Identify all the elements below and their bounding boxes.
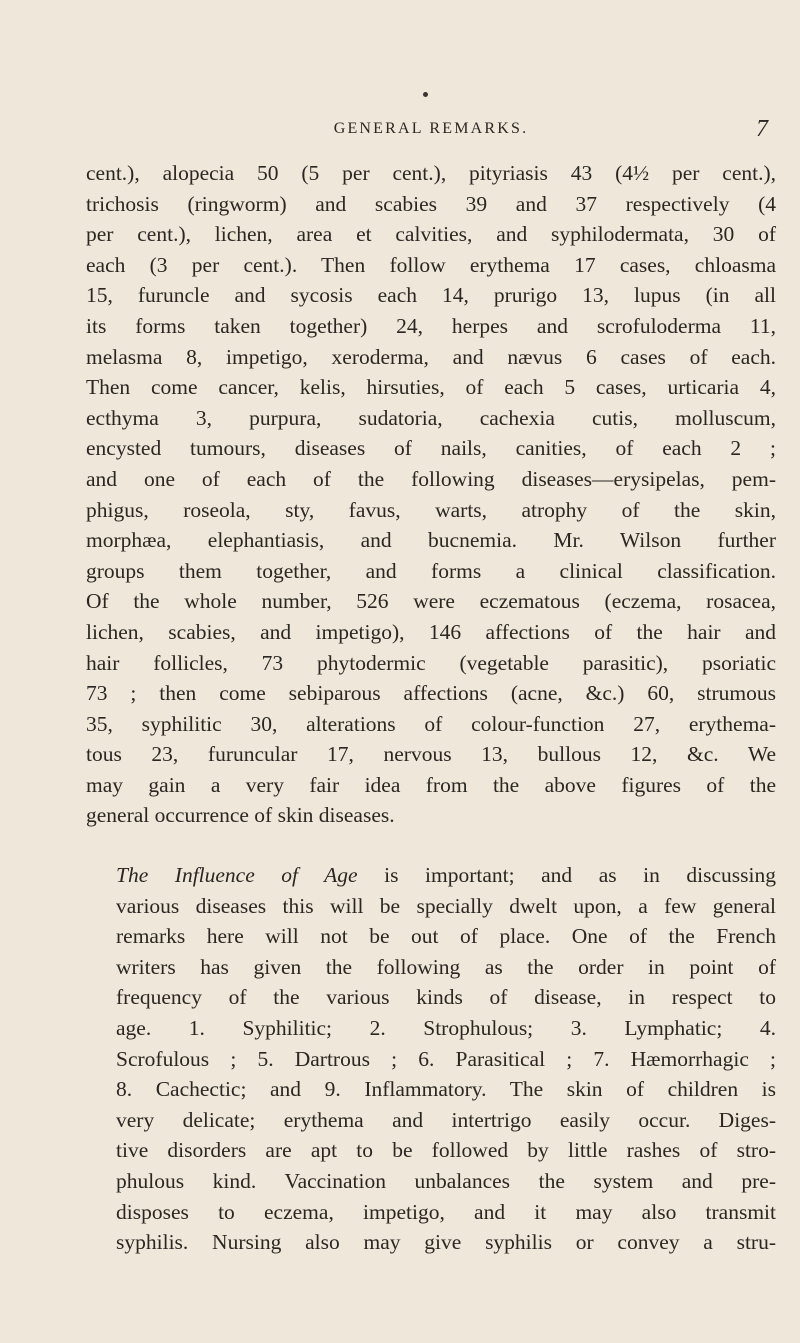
- text-line: phulous kind. Vaccination unbalances the system and pre-: [116, 1169, 776, 1193]
- body-text: [86, 158, 776, 1258]
- text-line: hair follicles, 73 phytodermic (vegetable parasitic), psoriatic: [86, 650, 776, 675]
- text-line: 73 ; then come sebiparous affections (acne, &c.) 60, strumous: [86, 681, 776, 706]
- first-line-rest: is important; and as in discussing: [357, 863, 776, 888]
- text-line: disposes to eczema, impetigo, and it may also transmit: [116, 1199, 776, 1224]
- text-line: ecthyma 3, purpura, sudatoria, cachexia cutis, molluscum,: [86, 405, 776, 430]
- text-line: 8. Cachectic; and 9. Inflammatory. The skin of children is: [116, 1077, 776, 1102]
- text-line: remarks here will not be out of place. One of the French: [116, 924, 776, 949]
- paragraph-influence-of-age: [86, 860, 776, 1258]
- text-line: 35, syphilitic 30, alterations of colour-function 27, erythema-: [86, 711, 776, 736]
- text-line: melasma 8, impetigo, xeroderma, and nævus 6 cases of each.: [86, 344, 776, 369]
- text-line: 15, furuncle and sycosis each 14, prurigo 13, lupus (in all: [86, 283, 776, 308]
- text-line: groups them together, and forms a clinical classification.: [86, 558, 776, 583]
- text-line: its forms taken together) 24, herpes and scrofuloderma 11,: [86, 313, 776, 338]
- text-line: each (3 per cent.). Then follow erythema 17 cases, chloasma: [86, 252, 776, 277]
- text-line: Scrofulous ; 5. Dartrous ; 6. Parasitical ; 7. Hæmorrhagic ;: [116, 1046, 776, 1071]
- text-line: tive disorders are apt to be followed by little rashes of stro-: [116, 1138, 776, 1163]
- text-line: frequency of the various kinds of disease, in respect to: [116, 985, 776, 1010]
- page-number: 7: [756, 116, 768, 142]
- text-line: tous 23, furuncular 17, nervous 13, bullous 12, &c. We: [86, 742, 776, 767]
- section-lead: The Influence of Age: [116, 863, 358, 888]
- text-line: age. 1. Syphilitic; 2. Strophulous; 3. Lymphatic; 4.: [116, 1016, 776, 1041]
- text-line: Then come cancer, kelis, hirsuties, of each 5 cases, urticaria 4,: [86, 375, 776, 400]
- text-line: phigus, roseola, sty, favus, warts, atrophy of the skin,: [86, 497, 776, 522]
- paragraph-statistics: [86, 158, 776, 831]
- running-head: [86, 114, 776, 144]
- print-speck: [423, 92, 428, 97]
- text-line: encysted tumours, diseases of nails, canities, of each 2 ;: [86, 436, 776, 461]
- text-line-first: [86, 860, 776, 891]
- text-line: and one of each of the following diseases—erysipelas, pem-: [86, 466, 776, 491]
- text-line: lichen, scabies, and impetigo), 146 affections of the hair and: [86, 619, 776, 644]
- text-line: Of the whole number, 526 were eczematous (eczema, rosacea,: [86, 589, 776, 614]
- text-line: general occurrence of skin diseases.: [86, 803, 395, 828]
- text-line: writers has given the following as the order in point of: [116, 954, 776, 979]
- text-line: very delicate; erythema and intertrigo easily occur. Diges-: [116, 1107, 776, 1132]
- text-line: various diseases this will be specially dwelt upon, a few general: [116, 893, 776, 918]
- running-title: GENERAL REMARKS.: [333, 120, 529, 137]
- text-line: syphilis. Nursing also may give syphilis or convey a stru-: [116, 1230, 776, 1255]
- text-line: trichosis (ringworm) and scabies 39 and 37 respectively (4: [86, 191, 776, 216]
- text-line: cent.), alopecia 50 (5 per cent.), pityriasis 43 (4½ per cent.),: [86, 161, 776, 185]
- text-line: per cent.), lichen, area et calvities, and syphilodermata, 30 of: [86, 222, 776, 247]
- text-line: morphæa, elephantiasis, and bucnemia. Mr. Wilson further: [86, 528, 776, 553]
- text-line: may gain a very fair idea from the above figures of the: [86, 772, 776, 797]
